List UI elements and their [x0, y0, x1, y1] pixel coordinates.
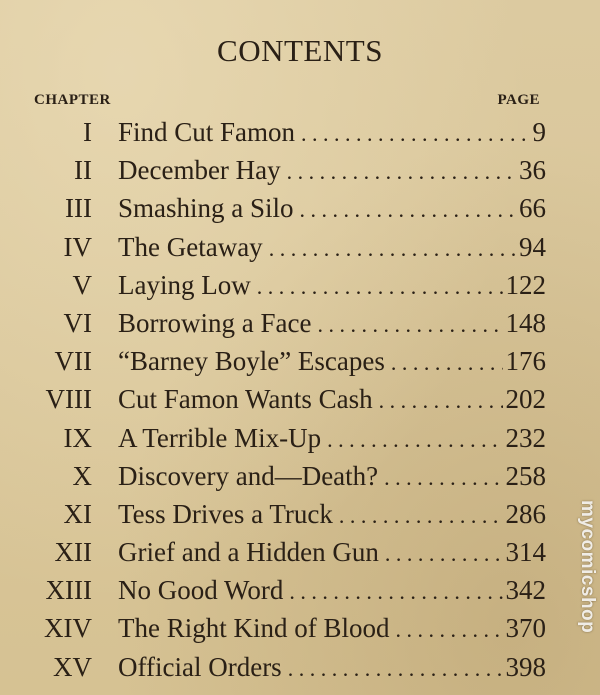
toc-row — [0, 380, 600, 418]
chapter-title: Borrowing a Face — [118, 307, 312, 338]
chapter-entry — [118, 304, 546, 344]
chapter-title: Find Cut Famon — [118, 117, 296, 147]
chapter-entry — [118, 571, 546, 611]
chapter-title: A Terrible Mix-Up — [118, 422, 322, 453]
toc-row — [0, 609, 600, 647]
chapter-number: XII — [54, 537, 92, 568]
dot-leader — [317, 306, 502, 344]
chapter-title: Cut Famon Wants Cash — [118, 384, 373, 415]
dot-leader — [289, 573, 502, 611]
toc-row — [0, 189, 600, 227]
chapter-title: The Right Kind of Blood — [118, 613, 390, 644]
chapter-entry — [118, 419, 546, 459]
page-number: 314 — [505, 537, 546, 568]
page-number: 286 — [505, 498, 546, 529]
toc-row — [0, 533, 600, 571]
page-number: 36 — [519, 155, 546, 186]
dot-leader — [391, 344, 503, 382]
toc-row — [0, 304, 600, 342]
chapter-number: XI — [63, 498, 92, 529]
chapter-number: X — [72, 460, 92, 491]
chapter-number: VII — [54, 346, 92, 377]
chapter-title: December Hay — [118, 155, 281, 186]
toc-row — [0, 228, 600, 266]
dot-leader — [257, 268, 503, 306]
chapter-number: XV — [53, 651, 92, 682]
dot-leader — [385, 535, 503, 573]
toc-row — [0, 457, 600, 495]
page-number: 342 — [505, 575, 546, 606]
dot-leader — [301, 115, 529, 153]
dot-leader — [300, 191, 516, 229]
toc-row — [0, 419, 600, 457]
chapter-number: XIII — [45, 575, 92, 606]
chapter-number: VIII — [45, 384, 92, 415]
page-number: 9 — [532, 117, 546, 147]
page-number: 94 — [519, 231, 546, 262]
chapter-number: II — [74, 155, 92, 186]
chapter-entry — [118, 113, 546, 153]
toc-row — [0, 571, 600, 609]
chapter-entry — [118, 457, 546, 497]
chapter-number: XIV — [44, 613, 92, 644]
toc-row — [0, 113, 600, 151]
toc-row — [0, 495, 600, 533]
chapter-title: Laying Low — [118, 269, 251, 300]
chapter-title: Grief and a Hidden Gun — [118, 537, 379, 568]
chapter-entry — [118, 342, 546, 382]
toc-row — [0, 648, 600, 686]
dot-leader — [269, 230, 516, 268]
page-number: 398 — [505, 651, 546, 682]
chapter-column-header: CHAPTER — [34, 92, 111, 108]
chapter-title: Discovery and—Death? — [118, 460, 379, 491]
chapter-number: VI — [63, 307, 92, 338]
dot-leader — [287, 153, 516, 191]
dot-leader — [384, 459, 502, 497]
chapter-entry — [118, 609, 546, 649]
page-number: 232 — [505, 422, 546, 453]
dot-leader — [288, 650, 503, 688]
chapter-entry — [118, 151, 546, 191]
chapter-title: No Good Word — [118, 575, 284, 606]
chapter-entry — [118, 533, 546, 573]
chapter-number: V — [72, 269, 92, 300]
chapter-number: III — [65, 193, 92, 224]
chapter-title: Tess Drives a Truck — [118, 498, 333, 529]
page-column-header: PAGE — [497, 92, 540, 108]
chapter-title: “Barney Boyle” Escapes — [118, 346, 385, 377]
page-number: 370 — [505, 613, 546, 644]
page-number: 176 — [505, 346, 546, 377]
chapter-title: The Getaway — [118, 231, 263, 262]
toc-row — [0, 151, 600, 189]
watermark: mycomicshop — [577, 500, 598, 634]
dot-leader — [327, 421, 502, 459]
chapter-entry — [118, 648, 546, 688]
toc-row — [0, 266, 600, 304]
chapter-number: IX — [63, 422, 92, 453]
dot-leader — [379, 382, 503, 420]
chapter-entry — [118, 266, 546, 306]
page-number: 148 — [505, 307, 546, 338]
chapter-title: Official Orders — [118, 651, 282, 682]
chapter-title: Smashing a Silo — [118, 193, 294, 224]
dot-leader — [339, 497, 503, 535]
chapter-entry — [118, 495, 546, 535]
page-number: 122 — [505, 269, 546, 300]
page-number: 202 — [505, 384, 546, 415]
toc-row — [0, 342, 600, 380]
chapter-entry — [118, 228, 546, 268]
page-number: 258 — [505, 460, 546, 491]
chapter-number: I — [83, 117, 92, 147]
chapter-number: IV — [63, 231, 92, 262]
dot-leader — [396, 611, 503, 649]
chapter-entry — [118, 380, 546, 420]
table-of-contents — [0, 113, 600, 686]
chapter-entry — [118, 189, 546, 229]
page-title: CONTENTS — [217, 33, 383, 68]
page-number: 66 — [519, 193, 546, 224]
